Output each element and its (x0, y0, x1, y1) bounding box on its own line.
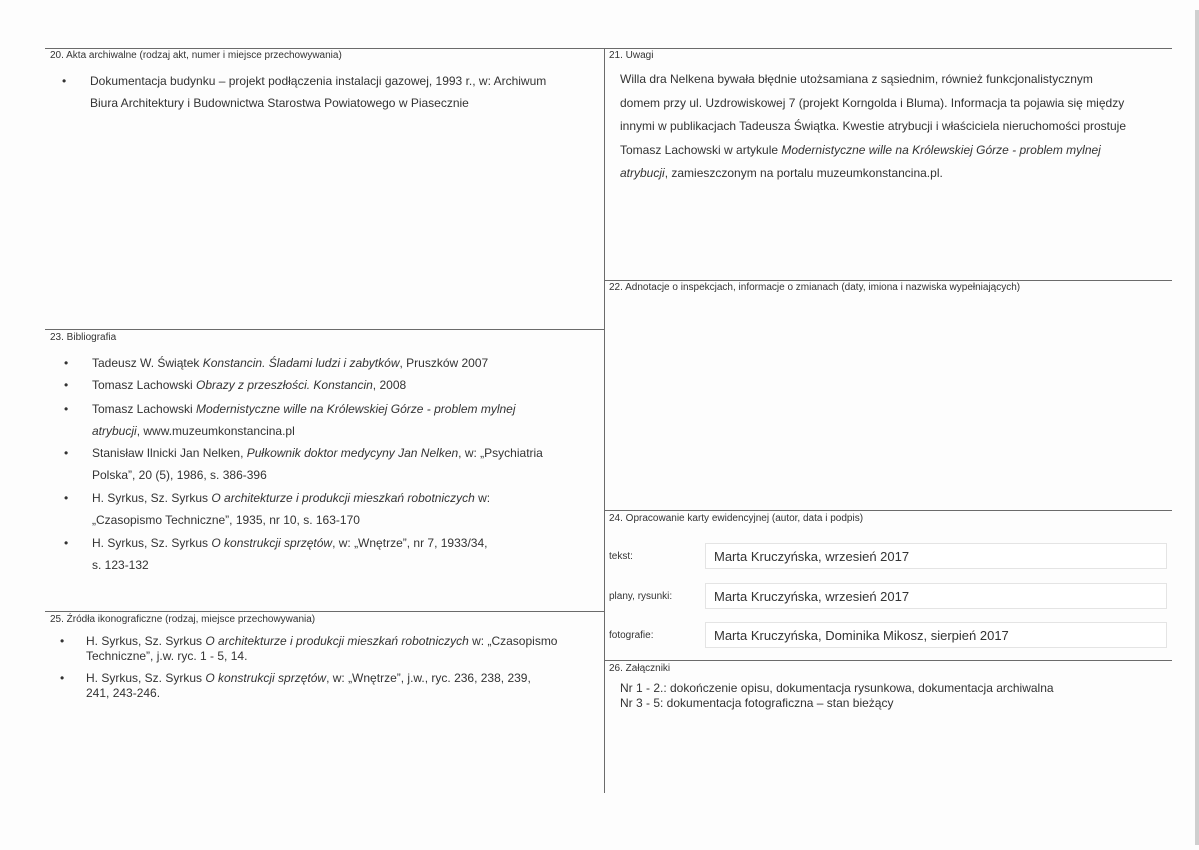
attachment-line: Nr 3 - 5: dokumentacja fotograficzna – stan bieżący (620, 696, 894, 710)
bibliography-item (92, 352, 597, 374)
remarks-line (620, 139, 1160, 163)
bib-author: Stanisław Ilnicki Jan Nelken, (92, 446, 247, 460)
bullet-icon: • (60, 671, 65, 685)
section-23-label: 23. Bibliografia (50, 332, 117, 343)
drawings-author-field[interactable]: Marta Kruczyńska, wrzesień 2017 (705, 583, 1167, 609)
bib-title: Konstancin. Śladami ludzi i zabytków (202, 356, 400, 370)
bib-title: Modernistyczne wille na Królewskiej Górze - problem mylnej (196, 402, 516, 416)
bib-details: , www.muzeumkonstancina.pl (136, 424, 295, 438)
page-edge (1195, 10, 1199, 845)
bib-title: atrybucji (92, 424, 137, 438)
bibliography-item (92, 374, 597, 396)
bib-details: w: (474, 491, 491, 505)
center-divider (604, 48, 605, 793)
bib-details: , w: „Wnętrze”, nr 7, 1933/34, (332, 536, 488, 550)
rule-26 (604, 660, 1172, 661)
bib-title: O architekturze i produkcji mieszkań robotniczych (211, 491, 475, 505)
bib-title: O konstrukcji sprzętów (211, 536, 333, 550)
archival-item-line: Biura Architektury i Budownictwa Starostwa Powiatowego w Piasecznie (90, 96, 469, 110)
attachment-line: Nr 1 - 2.: dokończenie opisu, dokumentacja rysunkowa, dokumentacja archiwalna (620, 681, 1054, 695)
section-26-label: 26. Załączniki (609, 663, 671, 674)
remarks-line: Willa dra Nelkena bywała błędnie utożsamiana z sąsiednim, również funkcjonalistycznym (620, 72, 1093, 86)
icon-source-details: Techniczne”, j.w. ryc. 1 - 5, 14. (86, 649, 248, 663)
text-author-field[interactable]: Marta Kruczyńska, wrzesień 2017 (705, 543, 1167, 569)
drawings-author-label: plany, rysunki: (609, 591, 673, 602)
remarks-article-title: atrybucji (620, 166, 665, 180)
bibliography-item (92, 398, 597, 442)
archival-item-line: • Dokumentacja budynku – projekt podłączenia instalacji gazowej, 1993 r., w: Archiwum (90, 74, 547, 88)
icon-source-details: 241, 243-246. (86, 686, 161, 700)
icon-source-details: w: „Czasopismo (468, 634, 558, 648)
bib-details: , 2008 (372, 378, 407, 392)
bib-author: Tomasz Lachowski (92, 378, 197, 392)
text-author-label: tekst: (609, 551, 633, 562)
bib-details: s. 123-132 (92, 558, 149, 572)
photos-author-label: fotografie: (609, 630, 654, 641)
bib-author: H. Syrkus, Sz. Syrkus (92, 536, 212, 550)
icon-source-title: O konstrukcji sprzętów (205, 671, 327, 685)
photos-author-field[interactable]: Marta Kruczyńska, Dominika Mikosz, sierpień 2017 (705, 622, 1167, 648)
bib-author: H. Syrkus, Sz. Syrkus (92, 491, 212, 505)
remarks-text (620, 68, 1160, 186)
remarks-text-plain: , zamieszczonym na portalu muzeumkonstancina.pl. (664, 166, 943, 180)
rule-23 (45, 329, 604, 330)
section-21-label: 21. Uwagi (609, 50, 654, 61)
bib-author: Tomasz Lachowski (92, 402, 197, 416)
remarks-line (620, 162, 1160, 186)
bib-details: , Pruszków 2007 (399, 356, 489, 370)
remarks-article-title: Modernistyczne wille na Królewskiej Górze - problem mylnej (781, 142, 1101, 157)
icon-source-author: H. Syrkus, Sz. Syrkus (86, 634, 206, 648)
section-25-label: 25. Źródła ikonograficzne (rodzaj, miejsce przechowywania) (50, 614, 316, 625)
bib-title: Pułkownik doktor medycyny Jan Nelken (246, 446, 459, 460)
iconographic-item (60, 634, 591, 664)
top-rule (45, 48, 1172, 49)
bibliography-item (92, 442, 597, 486)
bib-details: , w: „Psychiatria (458, 446, 543, 460)
iconographic-item (60, 671, 591, 701)
icon-source-title: O architekturze i produkcji mieszkań robotniczych (205, 634, 469, 648)
section-20-label: 20. Akta archiwalne (rodzaj akt, numer i miejsce przechowywania) (50, 50, 342, 61)
bib-details: „Czasopismo Techniczne”, 1935, nr 10, s. 163-170 (92, 513, 360, 527)
attachments-list (620, 681, 1160, 711)
bib-title: Obrazy z przeszłości. Konstancin (196, 378, 373, 392)
archival-item (90, 70, 595, 114)
rule-24 (604, 510, 1172, 511)
rule-22 (604, 280, 1172, 281)
remarks-line: innymi w publikacjach Tadeusza Świątka. Kwestie atrybucji i właściciela nieruchomości prostuje (620, 119, 1127, 133)
section-22-label: 22. Adnotacje o inspekcjach, informacje o zmianach (daty, imiona i nazwiska wypełniających) (609, 282, 1021, 293)
bullet-icon: • (60, 634, 65, 648)
bibliography-item (92, 487, 597, 531)
rule-25 (45, 611, 604, 612)
bib-author: Tadeusz W. Świątek (92, 356, 203, 370)
bibliography-item (92, 532, 597, 576)
icon-source-details: , w: „Wnętrze”, j.w., ryc. 236, 238, 239, (326, 671, 531, 685)
bib-details: Polska”, 20 (5), 1986, s. 386-396 (92, 468, 267, 482)
icon-source-author: H. Syrkus, Sz. Syrkus (86, 671, 206, 685)
remarks-text-plain: Tomasz Lachowski w artykule (620, 142, 782, 157)
section-24-label: 24. Opracowanie karty ewidencyjnej (autor, data i podpis) (609, 513, 864, 524)
remarks-line: domem przy ul. Uzdrowiskowej 7 (projekt Korngolda i Bluma). Informacja ta pojawia się między (620, 95, 1125, 110)
